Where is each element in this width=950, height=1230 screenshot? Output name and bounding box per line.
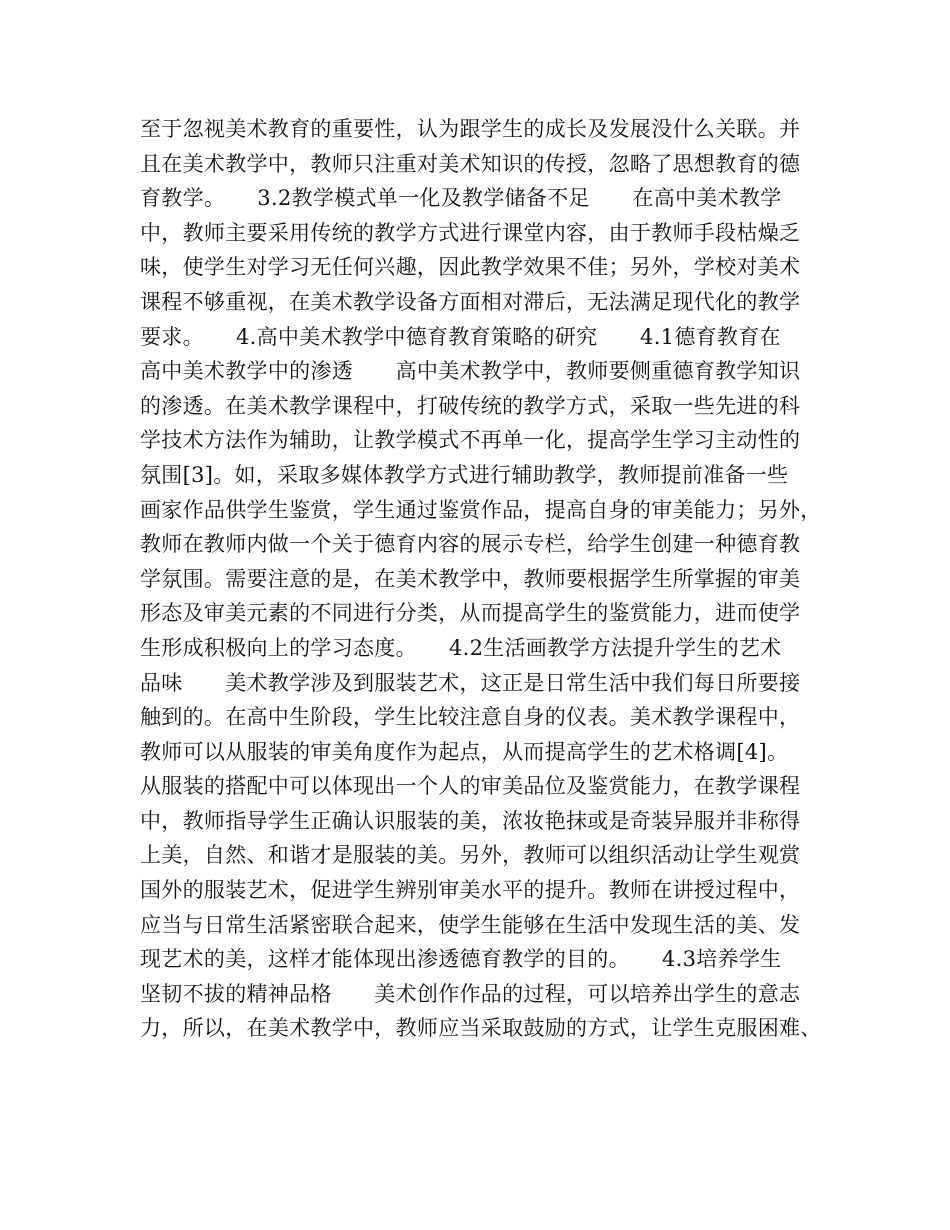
text-line: 育教学。 3.2教学模式单一化及教学储备不足 在高中美术教学 [140, 186, 782, 211]
text-line: 上美，自然、和谐才是服装的美。另外，教师可以组织活动让学生观赏 [140, 843, 801, 868]
text-line: 从服装的搭配中可以体现出一个人的审美品位及鉴赏能力，在教学课程 [140, 774, 801, 799]
text-line: 课程不够重视，在美术教学设备方面相对滞后，无法满足现代化的教学 [140, 289, 801, 314]
text-line: 国外的服装艺术，促进学生辨别审美水平的提升。教师在讲授过程中， [140, 878, 801, 903]
text-line: 力，所以，在美术教学中，教师应当采取鼓励的方式，让学生克服困难、 [140, 1016, 822, 1041]
text-line: 学氛围。需要注意的是，在美术教学中，教师要根据学生所掌握的审美 [140, 566, 801, 591]
text-line: 品味 美术教学涉及到服装艺术，这正是日常生活中我们每日所要接 [140, 670, 801, 695]
text-line: 氛围[3]。如，采取多媒体教学方式进行辅助教学，教师提前准备一些 [140, 462, 789, 487]
body-text [140, 112, 830, 1046]
text-line: 的渗透。在美术教学课程中，打破传统的教学方式，采取一些先进的科 [140, 393, 801, 418]
text-line: 教师在教师内做一个关于德育内容的展示专栏，给学生创建一种德育教 [140, 532, 801, 557]
text-line: 至于忽视美术教育的重要性，认为跟学生的成长及发展没什么关联。并 [140, 117, 801, 141]
text-line: 现艺术的美，这样才能体现出渗透德育教学的目的。 4.3培养学生 [140, 947, 782, 972]
text-line: 生形成积极向上的学习态度。 4.2生活画教学方法提升学生的艺术 [140, 635, 782, 660]
text-line: 坚韧不拔的精神品格 美术创作作品的过程，可以培养出学生的意志 [140, 981, 801, 1006]
text-line: 味，使学生对学习无任何兴趣，因此教学效果不佳；另外，学校对美术 [140, 255, 801, 280]
text-line: 学技术方法作为辅助，让教学模式不再单一化，提高学生学习主动性的 [140, 428, 801, 453]
text-line: 要求。 4.高中美术教学中德育教育策略的研究 4.1德育教育在 [140, 324, 781, 349]
text-line: 高中美术教学中的渗透 高中美术教学中，教师要侧重德育教学知识 [140, 359, 801, 384]
text-line: 中，教师主要采用传统的教学方式进行课堂内容，由于教师手段枯燥乏 [140, 220, 801, 245]
text-line: 中，教师指导学生正确认识服装的美，浓妆艳抹或是奇装异服并非称得 [140, 808, 801, 833]
text-line: 画家作品供学生鉴赏，学生通过鉴赏作品，提高自身的审美能力；另外， [140, 497, 822, 522]
text-line: 且在美术教学中，教师只注重对美术知识的传授，忽略了思想教育的德 [140, 151, 801, 176]
text-line: 触到的。在高中生阶段，学生比较注意自身的仪表。美术教学课程中， [140, 705, 801, 730]
text-line: 教师可以从服装的审美角度作为起点，从而提高学生的艺术格调[4]。 [140, 739, 789, 764]
text-line: 应当与日常生活紧密联合起来，使学生能够在生活中发现生活的美、发 [140, 912, 801, 937]
text-line: 形态及审美元素的不同进行分类，从而提高学生的鉴赏能力，进而使学 [140, 601, 801, 626]
